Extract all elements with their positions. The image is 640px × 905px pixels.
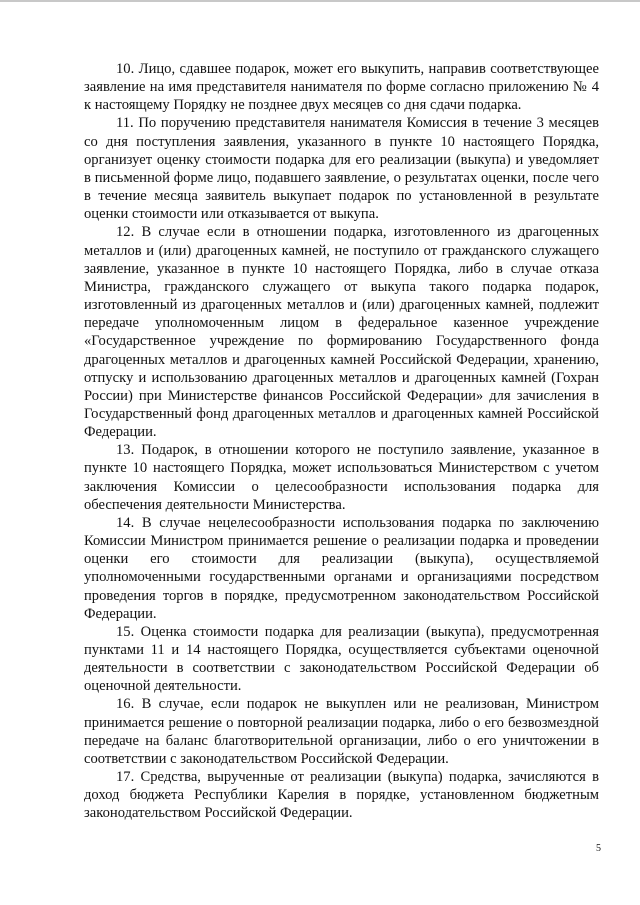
paragraph-11: 11. По поручению представителя нанимателя Комиссия в течение 3 месяцев со дня поступления заявления, указанного в пункте 10 настоящего Порядка, организует оценку стоимости подарка для его реализации (выкупа) и уведомляет в письменной форме лицо, подавшего заявление, о результатах оценки, после чего в течение месяца заявитель выкупает подарок по установленной в результате оценки стоимости или отказывается от выкупа. [84, 115, 599, 223]
paragraph-13: 13. Подарок, в отношении которого не поступило заявление, указанное в пункте 10 настоящего Порядка, может использоваться Министерством с учетом заключения Комиссии о целесообразности использования подарка для обеспечения деятельности Министерства. [84, 442, 599, 513]
paragraph-10: 10. Лицо, сдавшее подарок, может его выкупить, направив соответствующее заявление на имя представителя нанимателя по форме согласно приложению № 4 к настоящему Порядку не позднее двух месяцев со дня сдачи подарка. [84, 61, 599, 114]
page-top-edge [0, 0, 640, 2]
paragraph-16: 16. В случае, если подарок не выкуплен или не реализован, Министром принимается решение о повторной реализации подарка, либо о его безвозмездной передаче на баланс благотворительной организации, либо о его уничтожении в соответствии с законодательством Российской Федерации. [84, 696, 599, 767]
document-body [84, 60, 599, 823]
paragraph-15: 15. Оценка стоимости подарка для реализации (выкупа), предусмотренная пунктами 11 и 14 настоящего Порядка, осуществляется субъектами оценочной деятельности в соответствии с законодательством Российской Федерации об оценочной деятельности. [84, 623, 599, 695]
paragraph-17: 17. Средства, вырученные от реализации (выкупа) подарка, зачисляются в доход бюджета Республики Карелия в порядке, установленном бюджетным законодательством Российской Федерации. [84, 769, 599, 822]
paragraph-12: 12. В случае если в отношении подарка, изготовленного из драгоценных металлов и (или) драгоценных камней, не поступило от гражданского служащего заявление, указанное в пункте 10 настоящего Порядка, либо в случае отказа Министра, гражданского служащего от выкупа такого подарка подарок, изготовленный из драгоценных металлов и (или) драгоценных камней, подлежит передаче уполномоченным лицом в федеральное казенное учреждение «Государственное учреждение по формированию Государственного фонда драгоценных металлов и драгоценных камней Российской Федерации, хранению, отпуску и использованию драгоценных металлов и драгоценных камней (Гохран России) при Министерстве финансов Российской Федерации» для зачисления в Государственный фонд драгоценных металлов и драгоценных камней Российской Федерации. [84, 224, 599, 441]
paragraph-14: 14. В случае нецелесообразности использования подарка по заключению Комиссии Министром принимается решение о реализации подарка и проведении оценки его стоимости для реализации (выкупа), осуществляемой уполномоченными государственными органами и организациями посредством проведения торгов в порядке, предусмотренном законодательством Российской Федерации. [84, 514, 599, 622]
page-number: 5 [596, 843, 601, 854]
